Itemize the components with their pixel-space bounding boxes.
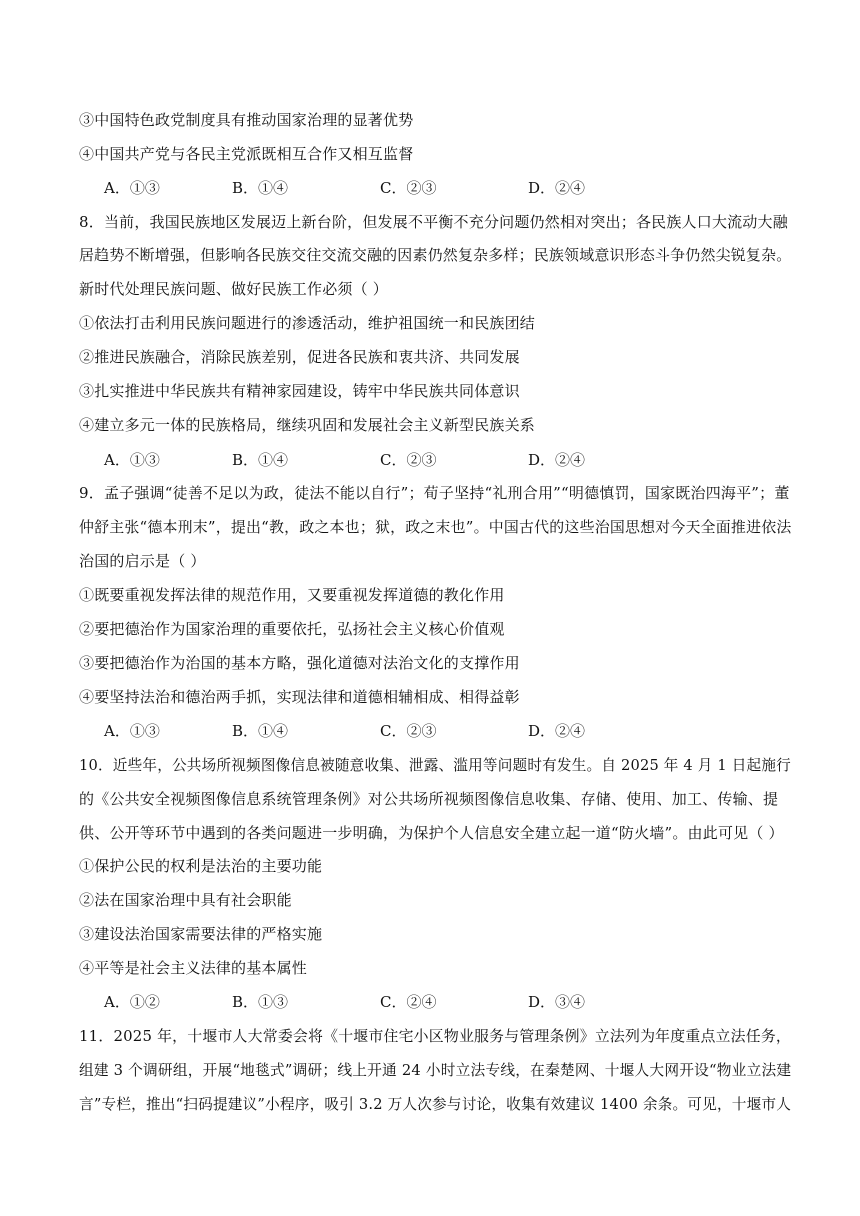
q10-statement-3: ③建设法治国家需要法律的严格实施 — [79, 925, 323, 943]
q11-stem-line-1: 11．2025 年，十堰市人大常委会将《十堰市住宅小区物业服务与管理条例》立法列为年度重点立法任务， — [79, 1027, 792, 1045]
q10-statement-2: ②法在国家治理中具有社会职能 — [79, 891, 292, 909]
q10-option-c: C．②④ — [380, 993, 437, 1011]
q10-statement-4: ④平等是社会主义法律的基本属性 — [79, 959, 308, 977]
q10-option-b: B．①③ — [232, 993, 289, 1011]
q8-option-d: D．②④ — [528, 451, 586, 469]
q9-statement-4: ④要坚持法治和德治两手抓，实现法律和道德相辅相成、相得益彰 — [79, 688, 520, 706]
q7-option-c: C．②③ — [380, 179, 437, 197]
q8-option-a: A．①③ — [104, 451, 160, 469]
q7-statement-3: ③中国特色政党制度具有推动国家治理的显著优势 — [79, 111, 414, 129]
q9-option-d: D．②④ — [528, 722, 586, 740]
q10-option-a: A．①② — [104, 993, 160, 1011]
q10-stem-line-1: 10．近些年，公共场所视频图像信息被随意收集、泄露、滥用等问题时有发生。自 2025 年 4 月 1 日起施行 — [79, 756, 791, 774]
q9-stem-line-3: 治国的启示是（ ） — [79, 552, 206, 570]
q9-option-b: B．①④ — [232, 722, 289, 740]
q9-stem-line-2: 仲舒主张“德本刑末”，提出“教，政之本也；狱，政之末也”。中国古代的这些治国思想对今天全面推进依法 — [79, 518, 792, 536]
q8-statement-1: ①依法打击利用民族问题进行的渗透活动，维护祖国统一和民族团结 — [79, 314, 536, 332]
q11-stem-line-3: 言”专栏，推出“扫码提建议”小程序，吸引 3.2 万人次参与讨论，收集有效建议 1400 余条。可见，十堰市人 — [79, 1095, 792, 1113]
q8-stem-line-3: 新时代处理民族问题、做好民族工作必须（ ） — [79, 280, 388, 298]
q7-statement-4: ④中国共产党与各民主党派既相互合作又相互监督 — [79, 145, 414, 163]
q9-statement-2: ②要把德治作为国家治理的重要依托，弘扬社会主义核心价值观 — [79, 620, 505, 638]
q7-option-d: D．②④ — [528, 179, 586, 197]
q8-option-b: B．①④ — [232, 451, 289, 469]
q8-statement-2: ②推进民族融合，消除民族差别，促进各民族和衷共济、共同发展 — [79, 348, 520, 366]
q7-option-a: A．①③ — [104, 179, 160, 197]
q9-statement-3: ③要把德治作为治国的基本方略，强化道德对法治文化的支撑作用 — [79, 654, 520, 672]
q8-stem-line-1: 8．当前，我国民族地区发展迈上新台阶，但发展不平衡不充分问题仍然相对突出；各民族人口大流动大融 — [79, 213, 788, 231]
q8-option-c: C．②③ — [380, 451, 437, 469]
q9-stem-line-1: 9．孟子强调“徒善不足以为政，徒法不能以自行”；荀子坚持“礼刑合用”“明德慎罚，国家既治四海平”；董 — [79, 484, 790, 502]
q8-stem-line-2: 居趋势不断增强，但影响各民族交往交流交融的因素仍然复杂多样；民族领域意识形态斗争仍然尖锐复杂。 — [79, 246, 792, 264]
q7-option-b: B．①④ — [232, 179, 289, 197]
q9-option-a: A．①③ — [104, 722, 160, 740]
q9-statement-1: ①既要重视发挥法律的规范作用，又要重视发挥道德的教化作用 — [79, 586, 505, 604]
q8-statement-3: ③扎实推进中华民族共有精神家园建设，铸牢中华民族共同体意识 — [79, 382, 520, 400]
q8-statement-4: ④建立多元一体的民族格局，继续巩固和发展社会主义新型民族关系 — [79, 416, 536, 434]
q10-statement-1: ①保护公民的权利是法治的主要功能 — [79, 857, 323, 875]
q11-stem-line-2: 组建 3 个调研组，开展“地毯式”调研；线上开通 24 小时立法专线，在秦楚网、十堰人大网开设“物业立法建 — [79, 1061, 792, 1079]
q10-option-d: D．③④ — [528, 993, 586, 1011]
q9-option-c: C．②③ — [380, 722, 437, 740]
q10-stem-line-2: 的《公共安全视频图像信息系统管理条例》对公共场所视频图像信息收集、存储、使用、加工、传输、提 — [79, 790, 779, 808]
q10-stem-line-3: 供、公开等环节中遇到的各类问题进一步明确，为保护个人信息安全建立起一道“防火墙”。由此可见（ ） — [79, 824, 784, 842]
